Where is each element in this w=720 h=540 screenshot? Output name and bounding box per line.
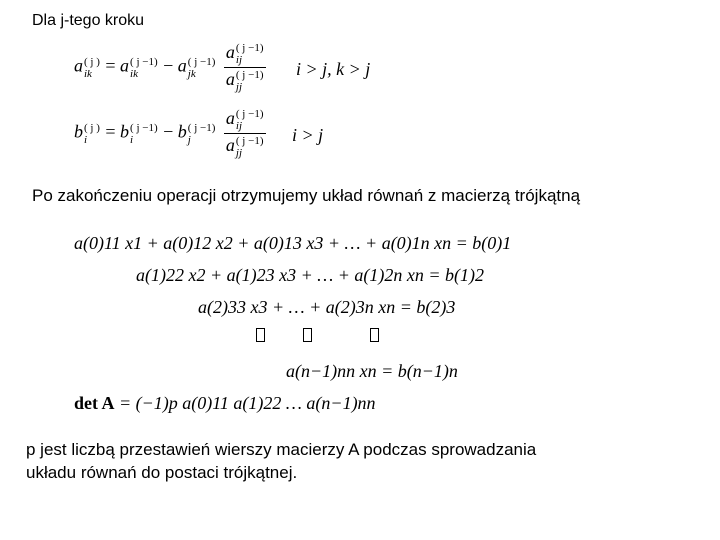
vertical-dots-row xyxy=(252,326,383,344)
fraction: a ( j −1) ij a ( j −1) jj xyxy=(224,42,267,93)
system-row-n: a(n−1)nn xn = b(n−1)n xyxy=(286,361,458,381)
equation-a-update: a ( j ) ik = a ( j −1) ik − a ( j −1) jk a ( j −1) ij a ( j −1) jj xyxy=(74,42,269,93)
fraction: a ( j −1) ij a ( j −1) jj xyxy=(224,108,267,159)
system-row-1: a(0)11 x1 + a(0)12 x2 + a(0)13 x3 + … + a(0)1n xn = b(0)1 xyxy=(74,233,512,253)
heading: Dla j-tego kroku xyxy=(32,12,145,29)
after-operation-text: Po zakończeniu operacji otrzymujemy układ równań z macierzą trójkątną xyxy=(32,186,581,205)
system-row-3: a(2)33 x3 + … + a(2)3n xn = b(2)3 xyxy=(198,297,456,317)
ellipsis-glyph xyxy=(370,328,379,342)
ellipsis-glyph xyxy=(256,328,265,342)
note-line-1: p jest liczbą przestawień wierszy macierzy A podczas sprowadzania xyxy=(26,440,537,459)
equation-b-update: b ( j ) i = b ( j −1) i − b ( j −1) j a ( j −1) ij a ( j −1) jj xyxy=(74,108,269,159)
condition-1: i > j, k > j xyxy=(296,59,371,79)
system-row-2: a(1)22 x2 + a(1)23 x3 + … + a(1)2n xn = b(1)2 xyxy=(136,265,485,285)
note-line-2: układu równań do postaci trójkątnej. xyxy=(26,463,298,482)
ellipsis-glyph xyxy=(303,328,312,342)
determinant-formula: det A = (−1)p a(0)11 a(1)22 … a(n−1)nn xyxy=(74,393,376,413)
condition-2: i > j xyxy=(292,125,324,145)
